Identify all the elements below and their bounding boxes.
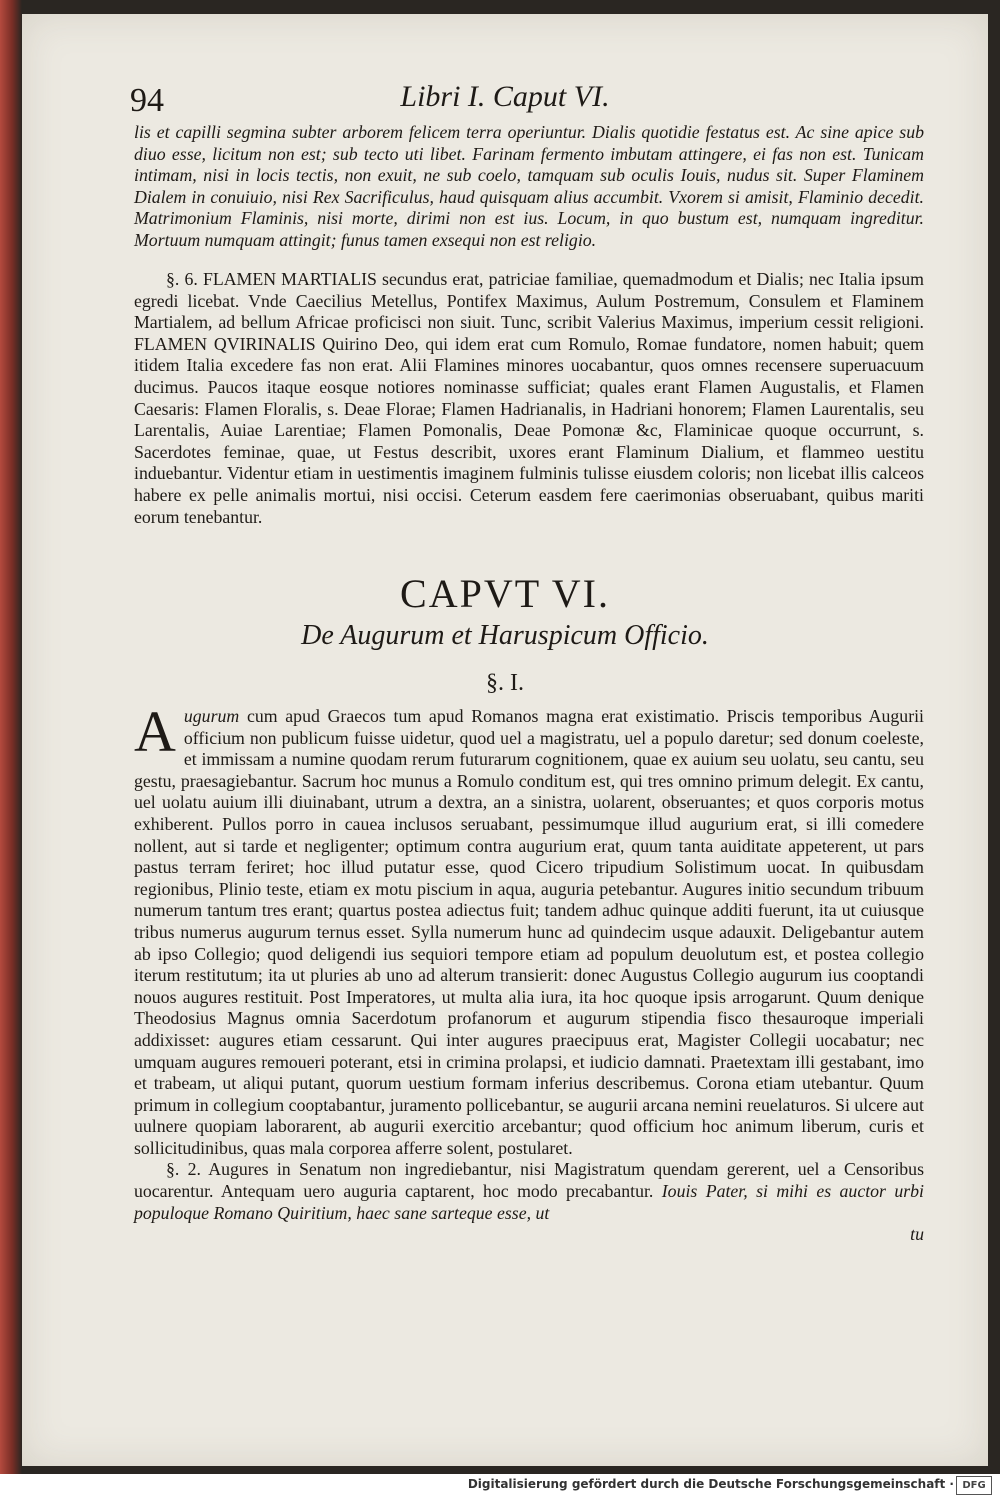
running-header (22, 76, 988, 126)
lead-word: ugurum (183, 706, 240, 726)
book-page (22, 14, 988, 1466)
chapter-heading: CAPVT VI. (400, 571, 610, 616)
section-mark: §. I. (486, 670, 524, 696)
paragraph-text: §. 6. FLAMEN MARTIALIS secundus erat, patriciae familiae, quemadmodum et Dialis; nec Italia ipsum egredi licebat. Vnde Caecilius Metellus, Pontifex Maximus, Aulum Postremum, Consulem et Flaminem Martialem, ad bellum Africae proficisci non siuit. Tunc, scribit Valerius Maximus, imperium cessit religioni. FLAMEN QVIRINALIS Quirino Deo, qui idem erat cum Romulo, Romae fundatore, nomen habuit; quem itidem Italia excedere fas non erat. Alii Flamines minores uocabantur, quos omnes recensere superuacuum ducimus. Paucos itaque eosque notiores nominasse sufficiat; quales erant Flamen Augustalis, et Flamen Caesaris: Flamen Floralis, s. Deae Florae; Flamen Hadrianalis, in Hadriani honorem; Flamen Laurentalis, seu Larentalis, Auiae Larentiae; Flamen Pomonalis, Deae Pomonæ &c, Flaminicae quoque occurrunt, s. Sacerdotes feminae, quae, ut Festus describit, uxores erant Flaminum Dialium, et flammeo uestitu induebantur. Videntur etiam in uestimentis imaginem fulminis tulisse eiusdem coloris; non licebat illis calceos habere ex pelle animalis mortui, nisi occisi. Ceterum easdem fere caerimonias obseruabant, quibus mariti eorum tenebantur. (134, 269, 924, 527)
paragraph-text: cum apud Graecos tum apud Romanos magna erat existimatio. Priscis temporibus Augurii officium non publicum fuisse uidetur, quod uel a magistratu, uel a populo daretur; sed donum coeleste, et immissam a numine quodam rerum futurarum cognitionem, quae ex auium seu uolatu, seu cantu, seu gestu, praesagiebantur. Sacrum hoc munus a Romulo conditum est, qui tres omnino primum delegit. Ex cantu, uel uolatu auium illi diuinabant, utrum a dextra, an a sinistra, uolarent, obseruantes; et quos corporis motus exhiberent. Pullos porro in cauea inclusos seruabant, pessimumque illud augurium erat, si illi comedere nollent, aut si tarde et negligenter; optimum contra augurium erat, quum tanta auiditate appeterent, ut pars pastus terram feriret; hoc illud putatur esse, quod Cicero tripudium Solistimum uocat. In quibusdam regionibus, Plinio teste, etiam ex motu piscium in aqua, auguria petebantur. Augures initio secundum tribuum numerum tantum tres erant; quartus postea adiectus fuit; tandem adhuc quinque additi fuerunt, ita ut cuiusque tribus numerus augurum ternus esset. Sylla numerum hunc ad quindecim usque adauxit. Deligebantur autem ab ipso Collegio; quod deligendi ius sequiori tempore etiam ad populum deuolutum est, et postea collegio iterum restitutum; ita ut pluries ab uno ad alterum transierit: donec Augustus Collegio augurum ius cooptandi nouos augures restituit. Post Imperatores, ut multa alia iura, ita hoc quoque ipsis arrogarunt. Quum denique Theodosius Magnus omnia Sacerdotum profanorum et augurum stipendia fisco thesauroque imperiali addixisset: augures etiam cessarunt. Qui inter augures praecipuus erat, Magister Collegii uocabatur; nec umquam augures remoueri poterant, etsi in crimina prolapsi, et iudicio damnati. Praetextam illi gestabant, imo et trabeam, ut aliqui putant, quorum uestium formam inferius describemus. Corona etiam utebantur. Quum primum in collegium cooptabantur, juramento pollicebantur, se augurii arcana nemini reuelaturos. Si ulcere aut uulnere quopiam laborarent, ab augurii exercitio arcebantur; quod officium hoc animum liberum, curis et sollicitudinibus, quas mala corporea afferre solent, postularet. (134, 706, 924, 1158)
dfg-logo: DFG (956, 1476, 992, 1495)
drop-cap: A (134, 699, 176, 764)
paragraph-text: §. 2. Augures in Senatum non ingrediebantur, nisi Magistratum quendam gererent, uel a Censoribus uocarentur. Antequam uero auguria captarent, hoc modo precabantur. (134, 1159, 924, 1202)
prayer-text: Iouis Pater, si mihi es auctor urbi populoque Romano Quiritium, haec sane sarteque esse, ut (134, 1181, 924, 1223)
footer-credit: Digitalisierung gefördert durch die Deutsche Forschungsgemeinschaft · (467, 1477, 954, 1491)
section-6-paragraph (134, 269, 924, 528)
paragraph-2 (134, 1159, 924, 1224)
catchword: tu (910, 1224, 924, 1245)
paragraph-text: lis et capilli segmina subter arborem felicem terra operiuntur. Dialis quotidie festatus est. Ac sine apice sub diuo esse, licitum non est; sub tecto uti libet. Farinam fermento imbutam attingere, ei fas non est. Tunicam intimam, nisi in locis tectis, non exuit, ne sub coelo, tamquam sub oculis Iouis, nudus sit. Super Flaminem Dialem in conuiuio, nisi Rex Sacrificulus, haud quisquam alius accumbit. Vxorem si amisit, Flaminio decedit. Matrimonium Flaminis, nisi morte, dirimi non est ius. Locum, in quo bustum est, numquam ingreditur. Mortuum numquam attingit; funus tamen exsequi non est religio. (134, 122, 924, 250)
running-title: Libri I. Caput VI. (400, 80, 610, 113)
digitization-footer (0, 1474, 1000, 1497)
chapter-subtitle: De Augurum et Haruspicum Officio. (301, 620, 709, 651)
chapter-body (134, 699, 924, 1246)
paragraph-1 (134, 699, 924, 1159)
continued-paragraph (134, 122, 924, 252)
book-edge (0, 0, 22, 1474)
page-number: 94 (130, 82, 164, 119)
